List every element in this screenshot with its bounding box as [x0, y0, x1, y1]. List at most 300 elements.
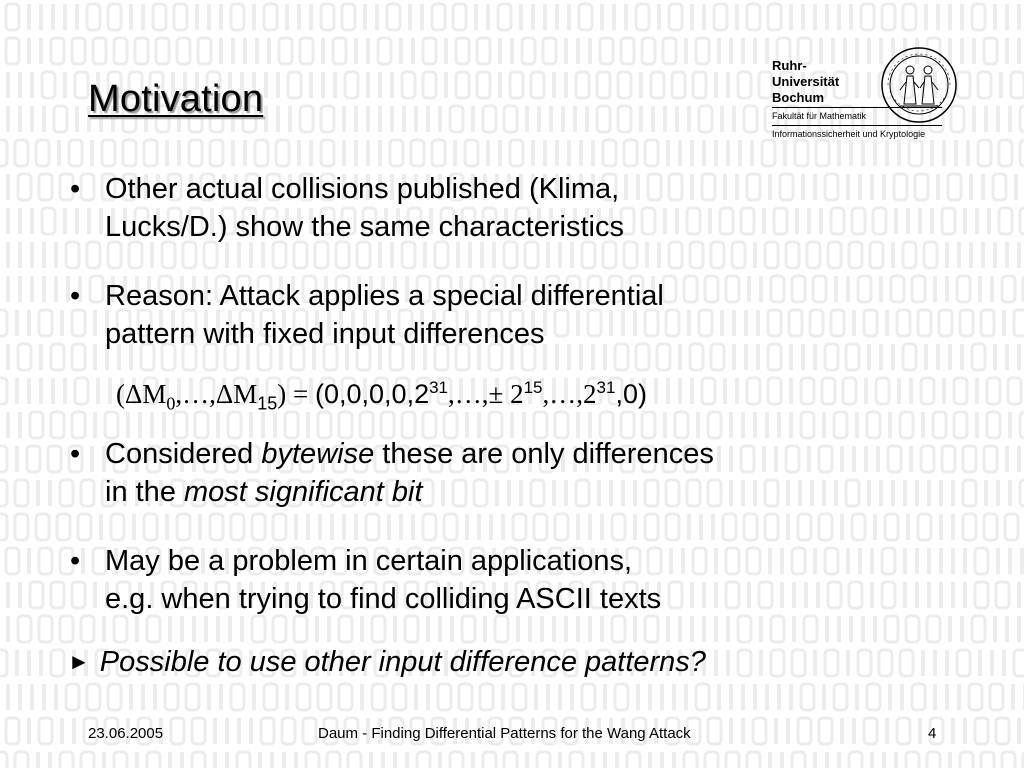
- bg-digit-zero: [477, 38, 490, 64]
- bg-digit-zero: [975, 718, 988, 744]
- bullet-text-line: Other actual collisions published (Klima,: [105, 173, 620, 205]
- bg-digit-one: [1017, 446, 1021, 472]
- bg-digit-one: [237, 718, 241, 744]
- bg-digit-one: [252, 4, 256, 30]
- bg-digit-one: [603, 752, 607, 768]
- bg-digit-one: [39, 38, 43, 64]
- bg-digit-zero: [66, 684, 79, 710]
- formula-mid: ,…,± 2: [448, 379, 524, 409]
- bg-digit-one: [1005, 616, 1009, 642]
- bg-digit-one: [909, 378, 913, 404]
- bg-digit-zero: [0, 650, 7, 676]
- bg-digit-one: [984, 106, 988, 132]
- bg-digit-zero: [726, 752, 739, 768]
- bg-digit-one: [726, 140, 730, 166]
- bg-digit-zero: [498, 4, 511, 30]
- bg-digit-one: [57, 140, 61, 166]
- bg-digit-one: [54, 276, 58, 302]
- bg-digit-zero: [39, 616, 52, 642]
- bg-digit-zero: [0, 310, 7, 336]
- bg-digit-one: [390, 72, 394, 98]
- bg-digit-zero: [576, 72, 589, 98]
- bg-digit-zero: [921, 378, 934, 404]
- bg-digit-one: [723, 378, 727, 404]
- bg-digit-one: [342, 106, 346, 132]
- bg-digit-zero: [333, 38, 346, 64]
- bg-digit-one: [30, 684, 34, 710]
- bg-digit-one: [219, 4, 223, 30]
- bg-digit-one: [666, 140, 670, 166]
- bg-digit-zero: [597, 106, 610, 132]
- bg-digit-zero: [288, 72, 301, 98]
- bg-digit-zero: [795, 140, 808, 166]
- bg-digit-zero: [51, 582, 64, 608]
- bg-digit-zero: [339, 684, 352, 710]
- bg-digit-zero: [537, 752, 550, 768]
- bg-digit-one: [405, 752, 409, 768]
- bg-digit-one: [558, 684, 562, 710]
- bg-digit-zero: [825, 650, 838, 676]
- bg-digit-zero: [456, 38, 469, 64]
- bg-digit-zero: [108, 4, 121, 30]
- bg-digit-zero: [996, 718, 1009, 744]
- bg-digit-one: [18, 72, 22, 98]
- bg-digit-zero: [459, 684, 472, 710]
- bg-digit-one: [729, 38, 733, 64]
- bg-digit-zero: [960, 752, 973, 768]
- bg-digit-zero: [57, 514, 70, 540]
- bg-digit-one: [30, 276, 34, 302]
- bg-digit-zero: [237, 752, 250, 768]
- bg-digit-zero: [822, 378, 835, 404]
- bg-digit-zero: [663, 38, 676, 64]
- bg-digit-zero: [693, 72, 706, 98]
- bg-digit-one: [342, 514, 346, 540]
- bg-digit-zero: [1020, 208, 1024, 234]
- bg-digit-zero: [768, 378, 781, 404]
- bg-digit-one: [765, 38, 769, 64]
- bg-digit-one: [39, 378, 43, 404]
- bg-digit-zero: [744, 514, 757, 540]
- bg-digit-one: [297, 140, 301, 166]
- bg-digit-one: [54, 684, 58, 710]
- logo-divider: [772, 125, 942, 126]
- bg-digit-one: [378, 72, 382, 98]
- bg-digit-one: [993, 4, 997, 30]
- bg-digit-one: [672, 684, 676, 710]
- bg-digit-zero: [747, 378, 760, 404]
- bg-digit-one: [852, 718, 856, 744]
- bg-digit-zero: [423, 72, 436, 98]
- bg-digit-one: [873, 140, 877, 166]
- bg-digit-zero: [123, 140, 136, 166]
- bg-digit-one: [546, 684, 550, 710]
- bg-digit-one: [714, 650, 718, 676]
- bg-digit-one: [465, 514, 469, 540]
- bg-digit-one: [387, 514, 391, 540]
- bg-digit-one: [276, 72, 280, 98]
- bg-digit-zero: [450, 106, 463, 132]
- bg-digit-zero: [171, 718, 184, 744]
- bg-digit-one: [6, 412, 10, 438]
- bg-digit-one: [840, 718, 844, 744]
- bg-digit-zero: [306, 752, 319, 768]
- bg-digit-zero: [834, 684, 847, 710]
- bg-digit-one: [51, 4, 55, 30]
- bg-digit-zero: [801, 684, 814, 710]
- bg-digit-zero: [231, 4, 244, 30]
- bg-digit-zero: [642, 38, 655, 64]
- bg-digit-zero: [15, 140, 28, 166]
- bg-digit-one: [414, 684, 418, 710]
- bg-digit-one: [666, 378, 670, 404]
- bg-digit-zero: [87, 4, 100, 30]
- bg-digit-zero: [600, 38, 613, 64]
- bg-digit-zero: [36, 140, 49, 166]
- bg-digit-one: [996, 106, 1000, 132]
- bg-digit-one: [585, 106, 589, 132]
- conclusion-text: Possible to use other input difference patterns?: [99, 646, 706, 678]
- bg-digit-one: [651, 106, 655, 132]
- bg-digit-zero: [987, 412, 1000, 438]
- bg-digit-one: [489, 514, 493, 540]
- bg-digit-one: [954, 140, 958, 166]
- bg-digit-zero: [432, 4, 445, 30]
- bg-digit-one: [438, 106, 442, 132]
- bg-digit-one: [129, 4, 133, 30]
- bg-digit-one: [18, 208, 22, 234]
- bg-digit-one: [39, 4, 43, 30]
- bg-digit-one: [849, 140, 853, 166]
- bg-digit-zero: [618, 106, 631, 132]
- bg-digit-zero: [297, 684, 310, 710]
- bg-digit-one: [774, 718, 778, 744]
- bg-digit-zero: [279, 38, 292, 64]
- formula-close: ): [277, 379, 287, 409]
- bg-digit-one: [102, 752, 106, 768]
- bg-digit-one: [1005, 38, 1009, 64]
- bg-digit-one: [30, 242, 34, 268]
- bg-digit-one: [1005, 4, 1009, 30]
- bg-digit-one: [27, 548, 31, 574]
- bg-digit-one: [924, 4, 928, 30]
- bg-digit-one: [957, 684, 961, 710]
- bg-digit-one: [657, 4, 661, 30]
- bg-digit-one: [141, 4, 145, 30]
- bg-digit-zero: [54, 106, 67, 132]
- bg-digit-zero: [321, 4, 334, 30]
- bg-digit-zero: [114, 38, 127, 64]
- bg-digit-one: [543, 4, 547, 30]
- bg-digit-zero: [42, 72, 55, 98]
- bg-digit-zero: [30, 412, 43, 438]
- bg-digit-zero: [981, 310, 994, 336]
- bg-digit-zero: [615, 684, 628, 710]
- bg-digit-one: [543, 140, 547, 166]
- bg-digit-one: [684, 38, 688, 64]
- bg-digit-zero: [42, 208, 55, 234]
- bg-digit-zero: [144, 140, 157, 166]
- bg-digit-one: [558, 752, 562, 768]
- bg-digit-zero: [210, 514, 223, 540]
- bg-digit-one: [18, 684, 22, 710]
- bg-digit-zero: [321, 140, 334, 166]
- bg-digit-one: [1008, 412, 1012, 438]
- bg-digit-zero: [51, 650, 64, 676]
- bg-digit-zero: [1020, 106, 1024, 132]
- bg-digit-one: [561, 106, 565, 132]
- bg-digit-one: [198, 514, 202, 540]
- bg-digit-zero: [696, 38, 709, 64]
- bg-digit-one: [63, 378, 67, 404]
- bg-digit-one: [978, 650, 982, 676]
- bg-digit-one: [426, 106, 430, 132]
- bg-digit-zero: [645, 140, 658, 166]
- bg-digit-zero: [603, 140, 616, 166]
- bg-digit-zero: [15, 480, 28, 506]
- bg-digit-one: [591, 140, 595, 166]
- bg-digit-one: [690, 140, 694, 166]
- bg-digit-one: [36, 752, 40, 768]
- bg-digit-zero: [975, 582, 988, 608]
- bg-digit-zero: [39, 548, 52, 574]
- bg-digit-zero: [753, 718, 766, 744]
- bg-digit-one: [288, 106, 292, 132]
- bg-digit-one: [219, 38, 223, 64]
- bg-digit-zero: [1020, 480, 1024, 506]
- bg-digit-zero: [114, 752, 127, 768]
- bg-digit-one: [975, 412, 979, 438]
- bg-digit-zero: [972, 616, 985, 642]
- bg-digit-one: [660, 752, 664, 768]
- bg-digit-one: [570, 684, 574, 710]
- bg-digit-zero: [819, 514, 832, 540]
- bg-digit-zero: [438, 684, 451, 710]
- bullet-text-line: May be a problem in certain applications,: [105, 545, 633, 577]
- bg-digit-zero: [882, 4, 895, 30]
- bg-digit-zero: [918, 514, 931, 540]
- bg-digit-zero: [453, 4, 466, 30]
- bg-digit-one: [552, 72, 556, 98]
- bg-digit-zero: [144, 514, 157, 540]
- bg-digit-zero: [39, 310, 52, 336]
- bg-digit-one: [897, 378, 901, 404]
- bg-digit-one: [474, 4, 478, 30]
- bg-digit-one: [981, 242, 985, 268]
- bg-digit-zero: [999, 140, 1012, 166]
- bg-digit-zero: [387, 4, 400, 30]
- bg-digit-zero: [1005, 514, 1018, 540]
- bg-digit-one: [60, 718, 64, 744]
- bg-digit-one: [363, 4, 367, 30]
- bg-digit-one: [15, 310, 19, 336]
- bg-digit-one: [309, 72, 313, 98]
- bg-digit-one: [588, 514, 592, 540]
- bg-digit-one: [786, 718, 790, 744]
- bg-digit-one: [732, 106, 736, 132]
- bg-digit-one: [6, 276, 10, 302]
- bg-digit-one: [213, 752, 217, 768]
- bg-digit-zero: [909, 140, 922, 166]
- bg-digit-one: [486, 4, 490, 30]
- bg-digit-zero: [759, 72, 772, 98]
- bg-digit-one: [534, 684, 538, 710]
- bg-digit-one: [6, 242, 10, 268]
- bg-digit-one: [624, 4, 628, 30]
- formula-sup31: 31: [596, 378, 616, 397]
- bg-digit-zero: [252, 514, 265, 540]
- bg-digit-zero: [0, 378, 7, 404]
- bg-digit-zero: [177, 514, 190, 540]
- bg-digit-one: [717, 38, 721, 64]
- bg-digit-one: [15, 378, 19, 404]
- bg-digit-one: [741, 38, 745, 64]
- bg-digit-one: [1005, 344, 1009, 370]
- bg-digit-one: [687, 106, 691, 132]
- bg-digit-one: [906, 514, 910, 540]
- bg-digit-zero: [27, 446, 40, 472]
- bullet-text-line: in the most significant bit: [105, 476, 423, 508]
- bg-digit-one: [648, 684, 652, 710]
- bullet-marker: •: [70, 438, 81, 470]
- bg-digit-zero: [762, 140, 775, 166]
- bg-digit-zero: [978, 72, 991, 98]
- bg-digit-zero: [996, 582, 1009, 608]
- bg-digit-one: [6, 72, 10, 98]
- bg-digit-zero: [135, 38, 148, 64]
- bg-digit-one: [921, 650, 925, 676]
- bg-digit-one: [567, 4, 571, 30]
- bg-digit-zero: [1014, 310, 1024, 336]
- bg-digit-zero: [597, 72, 610, 98]
- bg-digit-zero: [60, 752, 73, 768]
- bg-digit-zero: [612, 514, 625, 540]
- bg-digit-zero: [792, 650, 805, 676]
- bg-digit-one: [360, 684, 364, 710]
- bg-digit-one: [264, 72, 268, 98]
- bg-digit-zero: [300, 38, 313, 64]
- bg-digit-one: [1017, 38, 1021, 64]
- bg-digit-one: [714, 140, 718, 166]
- bg-digit-one: [213, 718, 217, 744]
- bg-digit-zero: [861, 4, 874, 30]
- bg-digit-zero: [1014, 650, 1024, 676]
- bg-digit-one: [564, 38, 568, 64]
- bg-digit-zero: [30, 582, 43, 608]
- bg-digit-one: [1020, 548, 1024, 574]
- bg-digit-zero: [81, 752, 94, 768]
- bg-digit-zero: [165, 684, 178, 710]
- bg-digit-one: [753, 38, 757, 64]
- bg-digit-zero: [900, 650, 913, 676]
- bg-digit-one: [939, 514, 943, 540]
- bg-digit-one: [27, 310, 31, 336]
- bg-digit-one: [702, 140, 706, 166]
- bg-digit-zero: [954, 378, 967, 404]
- formula-rhs-end: ,0): [615, 379, 647, 409]
- bg-digit-one: [153, 684, 157, 710]
- bg-digit-one: [768, 752, 772, 768]
- university-name-line-1: Ruhr-: [772, 58, 807, 73]
- bg-digit-zero: [321, 106, 334, 132]
- bg-digit-zero: [972, 344, 985, 370]
- footer-title: Daum - Finding Differential Patterns for the Wang Attack: [318, 725, 691, 742]
- bg-digit-one: [1005, 242, 1009, 268]
- bg-digit-zero: [402, 72, 415, 98]
- bg-digit-one: [207, 684, 211, 710]
- bg-digit-one: [780, 752, 784, 768]
- bg-digit-one: [864, 378, 868, 404]
- bg-digit-one: [975, 378, 979, 404]
- bg-digit-zero: [522, 38, 535, 64]
- bg-digit-zero: [51, 412, 64, 438]
- bg-digit-zero: [819, 718, 832, 744]
- bg-digit-one: [945, 650, 949, 676]
- bg-digit-one: [945, 684, 949, 710]
- bullet-text-line: Considered bytewise these are only differences: [105, 438, 714, 470]
- bg-digit-one: [1017, 582, 1021, 608]
- bg-digit-one: [318, 514, 322, 540]
- bg-digit-one: [789, 4, 793, 30]
- bg-digit-one: [63, 72, 67, 98]
- bg-digit-one: [27, 650, 31, 676]
- bg-digit-zero: [624, 140, 637, 166]
- bg-digit-zero: [411, 140, 424, 166]
- bg-digit-zero: [192, 718, 205, 744]
- bg-digit-zero: [345, 72, 358, 98]
- bg-digit-one: [675, 106, 679, 132]
- bg-digit-zero: [231, 684, 244, 710]
- bg-digit-one: [963, 718, 967, 744]
- bg-digit-one: [933, 684, 937, 710]
- bg-digit-zero: [108, 684, 121, 710]
- bg-digit-zero: [579, 4, 592, 30]
- bg-digit-one: [825, 752, 829, 768]
- bg-digit-one: [1002, 650, 1006, 676]
- formula-sub15: 15: [257, 393, 278, 414]
- bg-digit-one: [813, 650, 817, 676]
- bg-digit-one: [354, 140, 358, 166]
- bg-digit-one: [525, 752, 529, 768]
- bg-digit-zero: [348, 752, 361, 768]
- bg-digit-one: [765, 684, 769, 710]
- bg-digit-one: [714, 72, 718, 98]
- bg-digit-one: [519, 4, 523, 30]
- bg-digit-one: [972, 106, 976, 132]
- bg-digit-one: [414, 106, 418, 132]
- bg-digit-one: [591, 752, 595, 768]
- bg-digit-one: [729, 718, 733, 744]
- bg-digit-one: [888, 684, 892, 710]
- bg-digit-zero: [744, 106, 757, 132]
- bg-digit-one: [684, 684, 688, 710]
- bg-digit-zero: [6, 38, 19, 64]
- bg-digit-zero: [432, 140, 445, 166]
- bg-digit-zero: [879, 650, 892, 676]
- formula-sep: ,…,: [175, 379, 216, 409]
- bg-digit-zero: [393, 684, 406, 710]
- bg-digit-one: [378, 140, 382, 166]
- bg-digit-one: [231, 38, 235, 64]
- bg-digit-zero: [189, 140, 202, 166]
- bg-digit-zero: [534, 514, 547, 540]
- conclusion-line: [68, 646, 706, 679]
- bg-digit-one: [330, 514, 334, 540]
- bg-digit-zero: [984, 446, 997, 472]
- bg-digit-one: [1017, 242, 1021, 268]
- bg-digit-one: [936, 4, 940, 30]
- formula-sup31: 31: [429, 378, 449, 397]
